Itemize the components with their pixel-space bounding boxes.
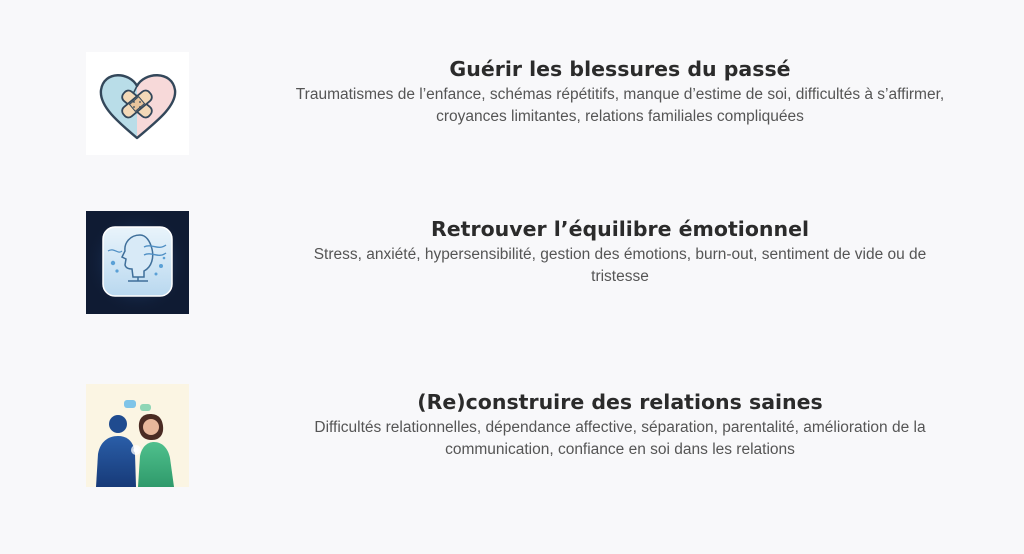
- feature-title: Guérir les blessures du passé: [449, 57, 791, 81]
- feature-description-line: Traumatismes de l’enfance, schémas répétitifs, manque d’estime de soi, difficultés à s’affirmer,: [295, 86, 945, 103]
- feature-text: [230, 216, 1010, 288]
- feature-description: [230, 244, 1010, 288]
- couple-conversation-icon: [86, 384, 189, 487]
- feature-description: [230, 84, 1010, 128]
- feature-title: (Re)construire des relations saines: [417, 390, 823, 414]
- feature-description: [230, 417, 1010, 461]
- bandaged-heart-icon: [86, 52, 189, 155]
- feature-description-line: communication, confiance en soi dans les relations: [445, 441, 795, 458]
- calm-face-profile-icon: [86, 211, 189, 314]
- feature-text: [230, 56, 1010, 128]
- feature-emotional-balance: [0, 211, 1024, 315]
- feature-title: Retrouver l’équilibre émotionnel: [430, 217, 810, 241]
- feature-healthy-relationships: [0, 384, 1024, 488]
- feature-description-line: Difficultés relationnelles, dépendance affective, séparation, parentalité, amélioration de la: [314, 419, 926, 436]
- feature-description-line: croyances limitantes, relations familiales compliquées: [436, 108, 804, 125]
- feature-description-line: Stress, anxiété, hypersensibilité, gestion des émotions, burn-out, sentiment de vide ou de: [313, 246, 927, 263]
- feature-text: [230, 389, 1010, 461]
- feature-heal-past-wounds: [0, 52, 1024, 156]
- feature-description-line: tristesse: [591, 268, 649, 285]
